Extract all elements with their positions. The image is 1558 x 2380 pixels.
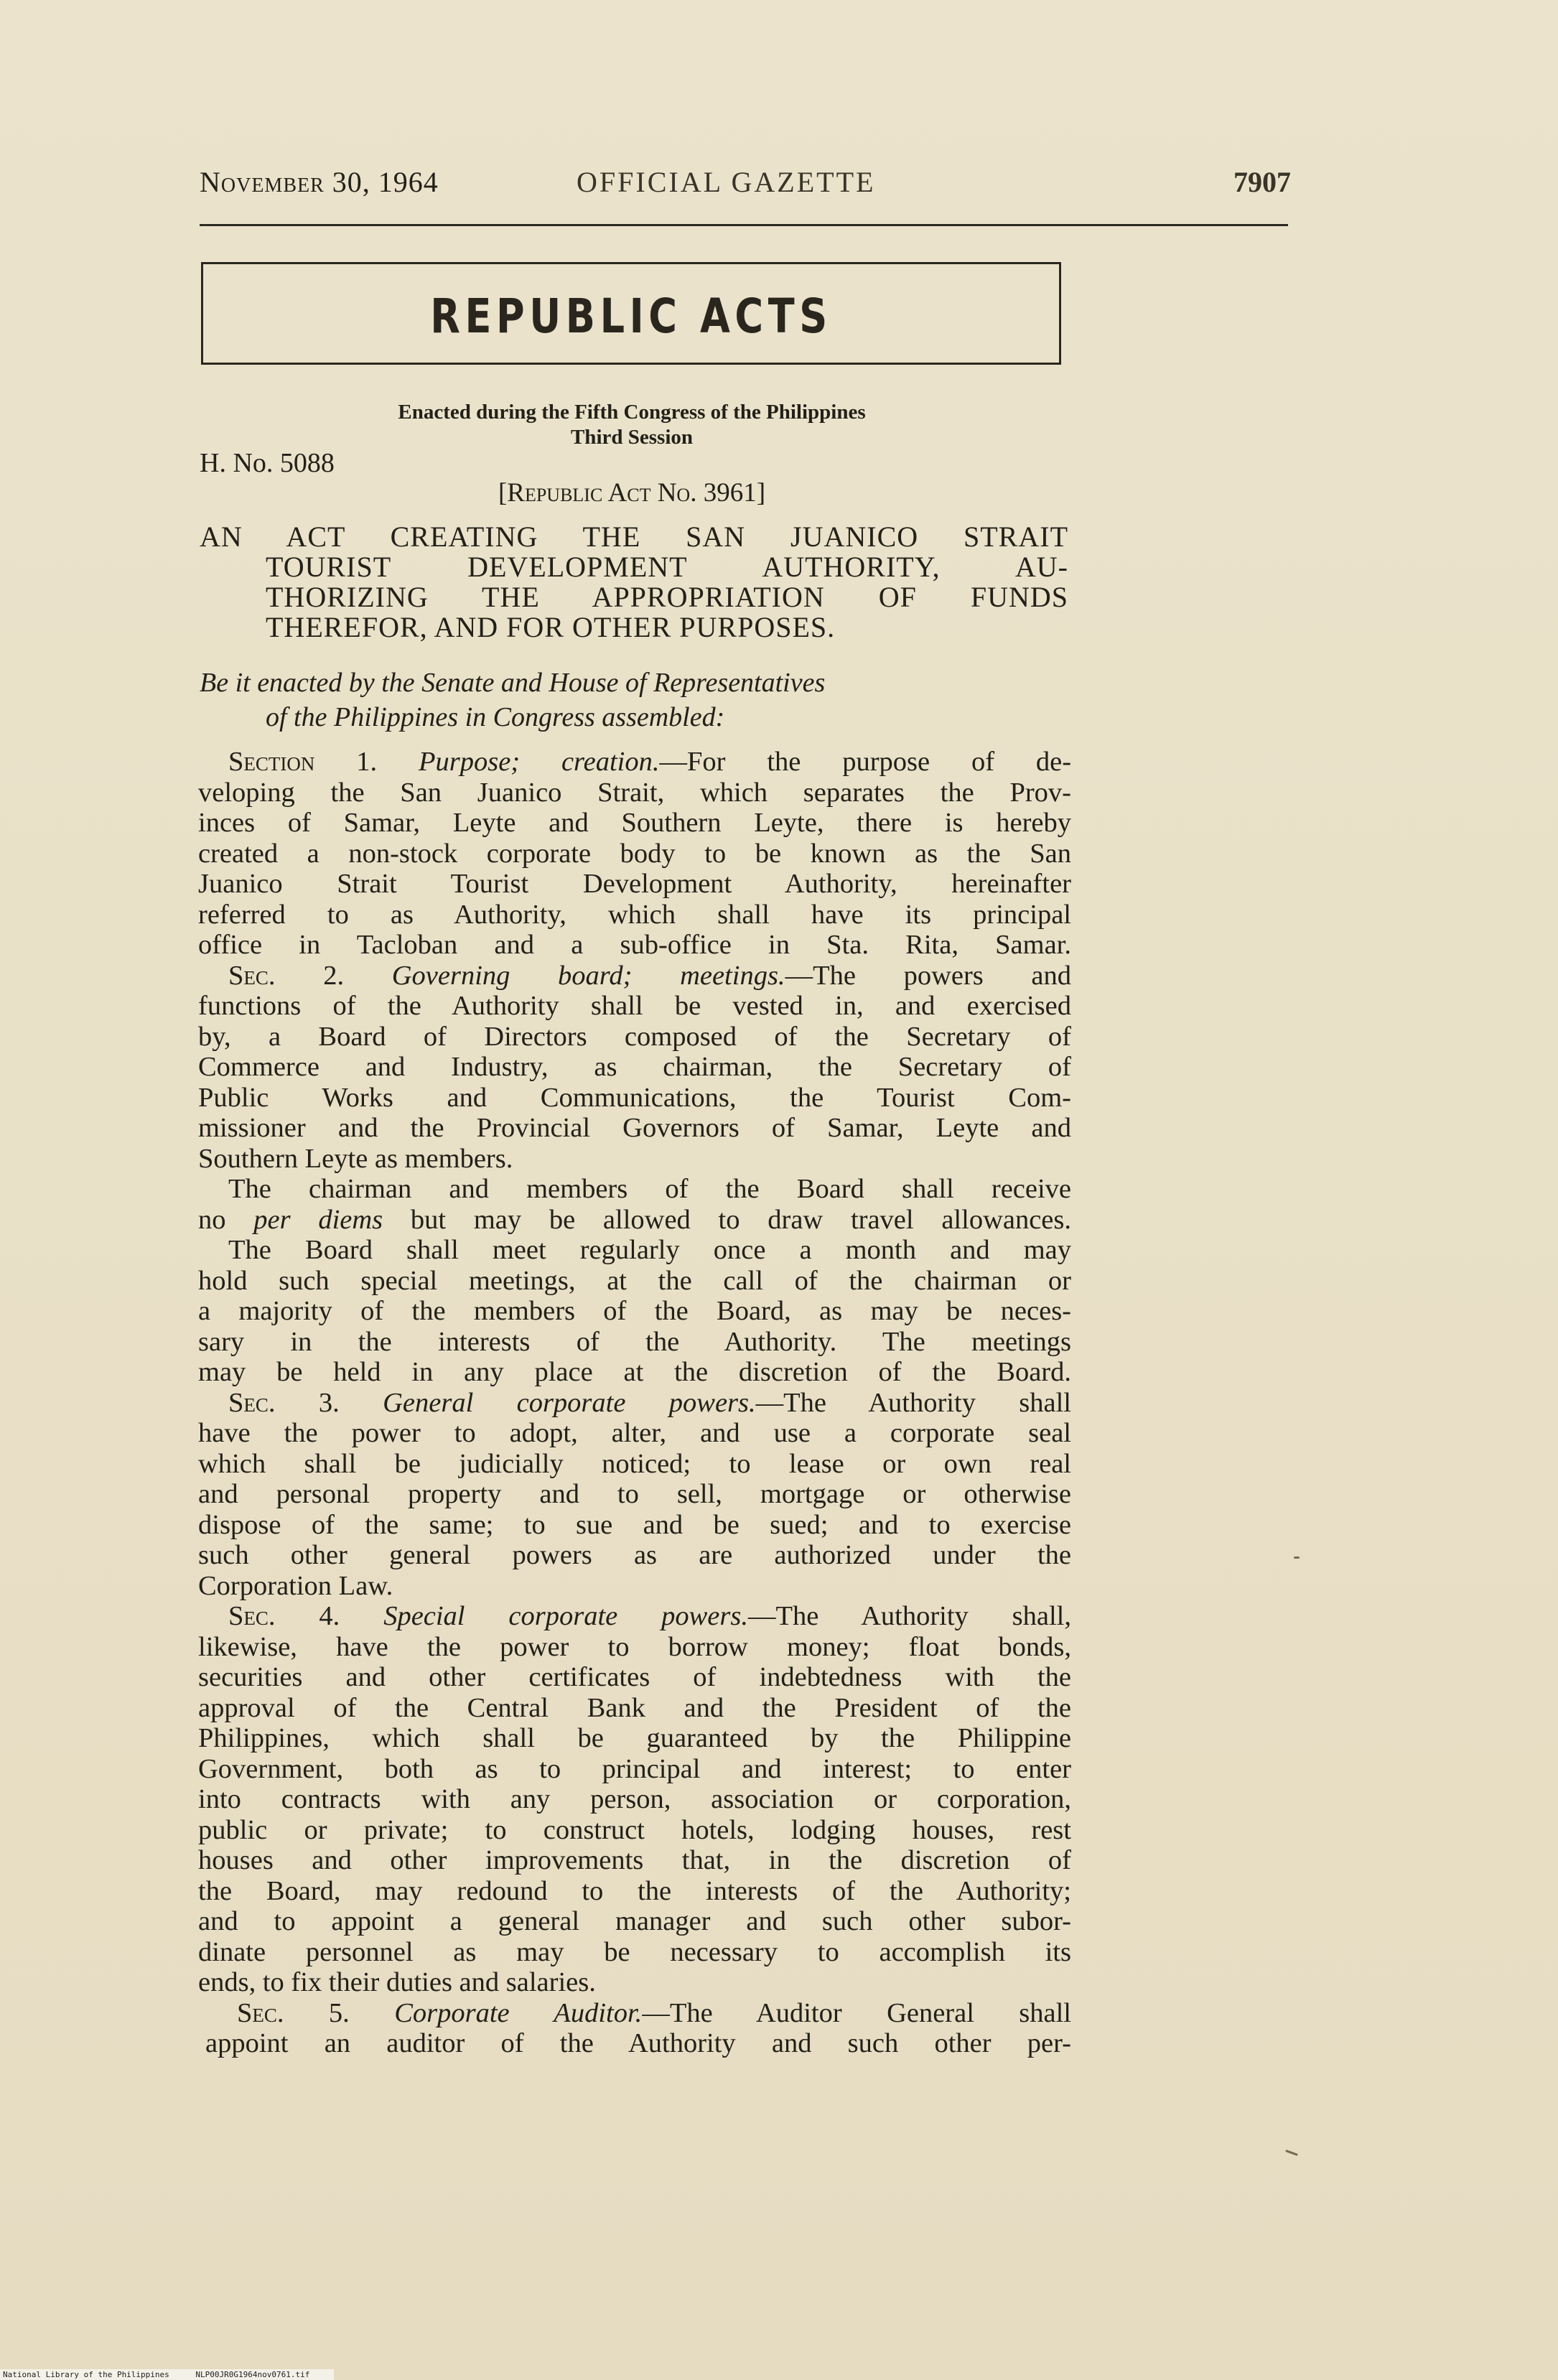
body-line: Public Works and Communications, the Tourist Com-: [198, 1082, 1071, 1113]
section-heading: Governing board; meetings.: [391, 960, 785, 991]
body-line: office in Tacloban and a sub-office in Sta. Rita, Samar.: [198, 930, 1071, 960]
act-body: [198, 747, 1071, 2059]
body-line: Philippines, which shall be guaranteed by the Philippine: [198, 1723, 1071, 1753]
section-text: —The Auditor General shall: [642, 1997, 1072, 2028]
section-label: Sec. 3.: [228, 1387, 340, 1418]
section-heading: Special corporate powers.: [383, 1601, 748, 1631]
body-line: and to appoint a general manager and such other subor-: [198, 1906, 1071, 1936]
section-label: Sec. 4.: [228, 1601, 340, 1631]
body-line: into contracts with any person, association or corporation,: [198, 1784, 1071, 1814]
body-line: hold such special meetings, at the call of the chairman or: [198, 1265, 1071, 1296]
enacted-line-1: Enacted during the Fifth Congress of the Philippines: [398, 401, 866, 424]
section-text: —The Authority shall,: [747, 1601, 1072, 1631]
section-heading: General corporate powers.: [383, 1387, 756, 1418]
section-label: Sec. 2.: [228, 960, 345, 991]
section-3-first-line: [198, 1388, 1071, 1419]
body-line: [198, 1174, 1071, 1205]
section-heading: Purpose; creation.: [418, 747, 660, 777]
section-1-first-line: [198, 747, 1071, 778]
paper-speck: [1285, 2150, 1298, 2156]
body-line: have the power to adopt, alter, and use a corporate seal: [198, 1418, 1071, 1448]
header-rule: [200, 224, 1288, 226]
body-line: likewise, have the power to borrow money; float bonds,: [198, 1631, 1071, 1662]
body-line: houses and other improvements that, in the discretion of: [198, 1845, 1071, 1875]
section-5-first-line: [198, 1998, 1071, 2029]
section-title: REPUBLIC ACTS: [430, 289, 832, 344]
body-line: sary in the interests of the Authority. The meetings: [198, 1326, 1071, 1357]
body-line: ends, to fix their duties and salaries.: [198, 1967, 596, 1997]
paragraph-text: no: [198, 1204, 254, 1235]
enacting-line: Be it enacted by the Senate and House of Representatives: [200, 668, 826, 698]
body-line: created a non-stock corporate body to be known as the San: [198, 838, 1071, 869]
body-line: Southern Leyte as members.: [198, 1143, 513, 1174]
paragraph-text: The chairman and members of the Board shall receive: [228, 1174, 1071, 1204]
body-line: a majority of the members of the Board, as may be neces-: [198, 1296, 1071, 1326]
enacting-line: of the Philippines in Congress assembled:: [266, 702, 725, 732]
section-label: Section 1.: [228, 747, 378, 777]
enacted-line-2: Third Session: [570, 426, 694, 449]
body-line: referred to as Authority, which shall have its principal: [198, 899, 1071, 930]
paragraph-text: but may be allowed to draw travel allowances.: [383, 1204, 1071, 1235]
enacted-note: [201, 400, 1063, 450]
page-header: [200, 165, 1291, 208]
section-text: —The Authority shall: [755, 1387, 1071, 1418]
section-heading: Corporate Auditor.: [394, 1997, 643, 2028]
section-text: —The powers and: [785, 960, 1072, 991]
body-line: and personal property and to sell, mortgage or otherwise: [198, 1479, 1071, 1509]
body-line: Commerce and Industry, as chairman, the Secretary of: [198, 1052, 1071, 1082]
act-title-line: THORIZING THE APPROPRIATION OF FUNDS: [266, 581, 1068, 613]
section-text: —For the purpose of de-: [659, 747, 1072, 777]
section-label: Sec. 5.: [237, 1997, 350, 2028]
publication-name: OFFICIAL GAZETTE: [577, 166, 876, 198]
section-2-first-line: [198, 961, 1071, 991]
body-line: securities and other certificates of indebtedness with the: [198, 1662, 1071, 1692]
page-number: 7907: [1233, 166, 1291, 198]
body-line: Juanico Strait Tourist Development Authority, hereinafter: [198, 869, 1071, 899]
body-line: [198, 1205, 1071, 1236]
act-title: [200, 522, 1068, 643]
body-line: functions of the Authority shall be vested in, and exercised: [198, 991, 1071, 1021]
body-line: veloping the San Juanico Strait, which separates the Prov-: [198, 777, 1071, 808]
paragraph-text: The Board shall meet regularly once a month and may: [228, 1235, 1071, 1265]
paper-speck: [1294, 1557, 1300, 1559]
body-line: dispose of the same; to sue and be sued; and to exercise: [198, 1509, 1071, 1540]
body-line: public or private; to construct hotels, lodging houses, rest: [198, 1814, 1071, 1845]
library-credit: National Library of the Philippines: [3, 2370, 169, 2379]
body-line: such other general powers as are authorized under the: [198, 1540, 1071, 1570]
act-title-line: TOURIST DEVELOPMENT AUTHORITY, AU-: [266, 551, 1068, 583]
enacting-clause: [200, 666, 1068, 734]
body-line: inces of Samar, Leyte and Southern Leyte, there is hereby: [198, 808, 1071, 838]
body-line: may be held in any place at the discretion of the Board.: [198, 1357, 1071, 1387]
body-line: dinate personnel as may be necessary to accomplish its: [198, 1936, 1071, 1967]
body-line: [198, 1235, 1071, 1266]
body-line: which shall be judicially noticed; to lease or own real: [198, 1448, 1071, 1479]
scan-footer: [0, 2369, 334, 2380]
body-line: Government, both as to principal and interest; to enter: [198, 1753, 1071, 1784]
act-title-line: AN ACT CREATING THE SAN JUANICO STRAIT: [200, 521, 1068, 553]
republic-act-number: [Republic Act No. 3961]: [498, 478, 766, 508]
scan-filename: NLP00JR0G1964nov0761.tif: [195, 2370, 310, 2379]
body-line: appoint an auditor of the Authority and such other per-: [205, 2028, 1071, 2058]
body-line: by, a Board of Directors composed of the Secretary of: [198, 1021, 1071, 1052]
section-title-box: [201, 262, 1061, 365]
header-date: November 30, 1964: [200, 166, 439, 198]
act-title-line: THEREFOR, AND FOR OTHER PURPOSES.: [266, 611, 836, 643]
body-line: Corporation Law.: [198, 1570, 393, 1601]
body-line: the Board, may redound to the interests of the Authority;: [198, 1875, 1071, 1906]
section-4-first-line: [198, 1601, 1071, 1632]
house-bill-number: H. No. 5088: [200, 448, 335, 478]
body-line: missioner and the Provincial Governors of Samar, Leyte and: [198, 1113, 1071, 1143]
paragraph-italic: per diems: [253, 1204, 383, 1235]
body-line: approval of the Central Bank and the President of the: [198, 1692, 1071, 1723]
